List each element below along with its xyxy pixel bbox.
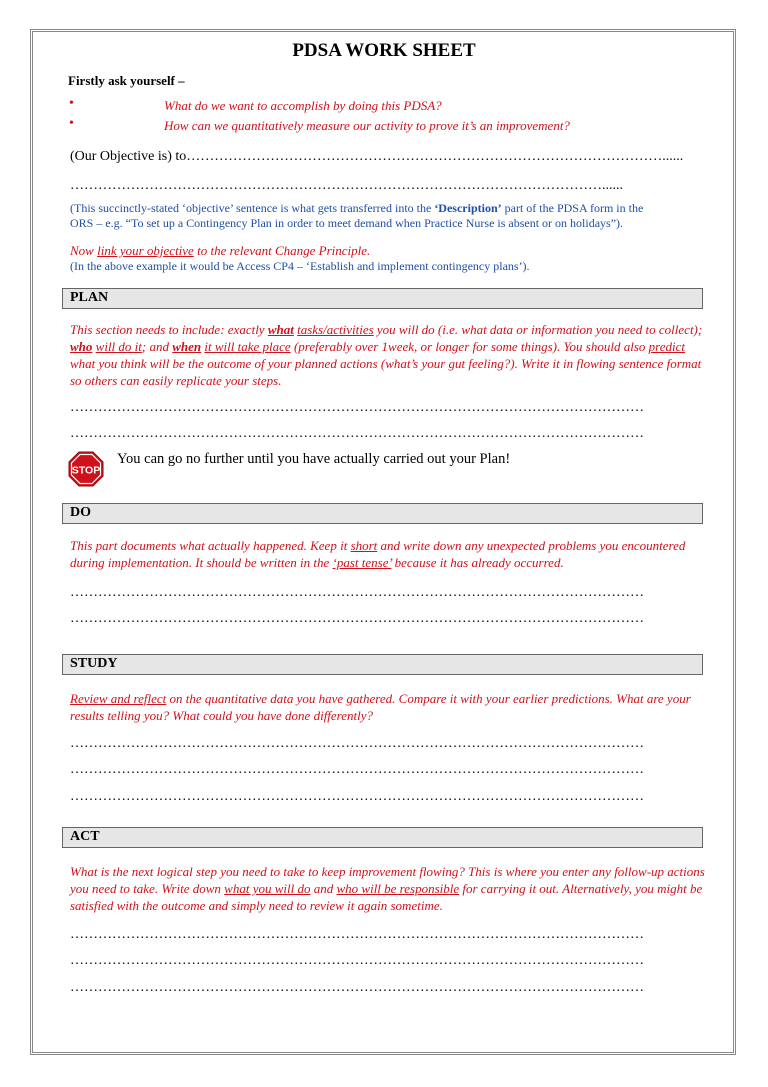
link-text: to the relevant Change Principle. (193, 243, 371, 258)
link-text: Now (70, 243, 98, 258)
do-answer-line-2[interactable]: …………………………………………………………………………………………………………… (70, 611, 644, 626)
objective-note-line-1 (70, 201, 643, 216)
objective-dots: …………………………………………………………………………………………...... (186, 149, 684, 164)
link-objective-note: (In the above example it would be Access CP4 – ‘Establish and implement contingency plans’). (70, 259, 530, 273)
note-text: part of the PDSA form in the (501, 201, 644, 215)
study-header: STUDY (62, 654, 703, 675)
stop-warning: You can go no further until you have actually carried out your Plan! (117, 451, 511, 467)
study-answer-line-2[interactable]: …………………………………………………………………………………………………………… (70, 762, 644, 777)
intro-ask: Firstly ask yourself – (68, 73, 185, 88)
act-answer-line-1[interactable]: …………………………………………………………………………………………………………… (70, 927, 644, 942)
study-answer-line-3[interactable]: …………………………………………………………………………………………………………… (70, 789, 644, 804)
do-answer-line-1[interactable]: …………………………………………………………………………………………………………… (70, 585, 644, 600)
plan-answer-line-1[interactable]: …………………………………………………………………………………………………………… (70, 400, 644, 415)
stop-sign-icon (68, 451, 104, 487)
bullet-icon: • (69, 116, 74, 131)
plan-instructions: This section needs to include: exactly what tasks/activities you will do (i.e. what data or information you need to collect); who will do it; and when it will take place (preferably over 1week, or longer for some things). You should also predict what you think will be the outcome of your planned actions (what’s your gut feeling?). Write it in flowing sentence format so others can easily replicate your steps. (70, 322, 703, 388)
do-header: DO (62, 503, 703, 524)
link-objective-emphasis: link your objective (97, 243, 194, 258)
link-objective-line (70, 243, 370, 259)
stop-sign-text: STOP (71, 464, 101, 477)
do-instructions: This part documents what actually happened. Keep it short and write down any unexpected problems you encountered during implementation. It should be written in the ‘past tense’ because it has already occurred. (70, 538, 686, 570)
page-title: PDSA WORK SHEET (292, 40, 476, 61)
plan-header: PLAN (62, 288, 703, 309)
objective-label: (Our Objective is) to (70, 149, 187, 164)
plan-answer-line-2[interactable]: …………………………………………………………………………………………………………… (70, 426, 644, 441)
act-instructions: What is the next logical step you need to take to keep improvement flowing? This is where you enter any follow-up actions you need to take. Write down what you will do and who will be responsible for carrying it out. Alternatively, you might be satisfied with the outcome and simply need to review it again sometime. (70, 864, 705, 913)
study-instructions: Review and reflect on the quantitative data you have gathered. Compare it with your earlier predictions. What are your results telling you? What could you have done differently? (70, 691, 691, 723)
note-text: (This succinctly-stated ‘objective’ sentence is what gets transferred into the (70, 201, 435, 215)
intro-bullet-1: What do we want to accomplish by doing this PDSA? (164, 98, 442, 113)
study-answer-line-1[interactable]: …………………………………………………………………………………………………………… (70, 736, 644, 751)
note-description-term: ‘Description’ (434, 201, 502, 215)
objective-note-line-2: ORS – e.g. “To set up a Contingency Plan in order to meet demand when Practice Nurse is absent or on holidays”). (70, 216, 624, 230)
intro-bullet-2: How can we quantitatively measure our activity to prove it’s an improvement? (164, 118, 570, 133)
act-answer-line-3[interactable]: …………………………………………………………………………………………………………… (70, 980, 644, 995)
objective-line (70, 149, 683, 165)
bullet-icon: • (69, 96, 74, 111)
objective-dots-line-2: ……………………………………………………………………………………………………...... (70, 178, 623, 193)
act-header: ACT (62, 827, 703, 848)
act-answer-line-2[interactable]: …………………………………………………………………………………………………………… (70, 953, 644, 968)
